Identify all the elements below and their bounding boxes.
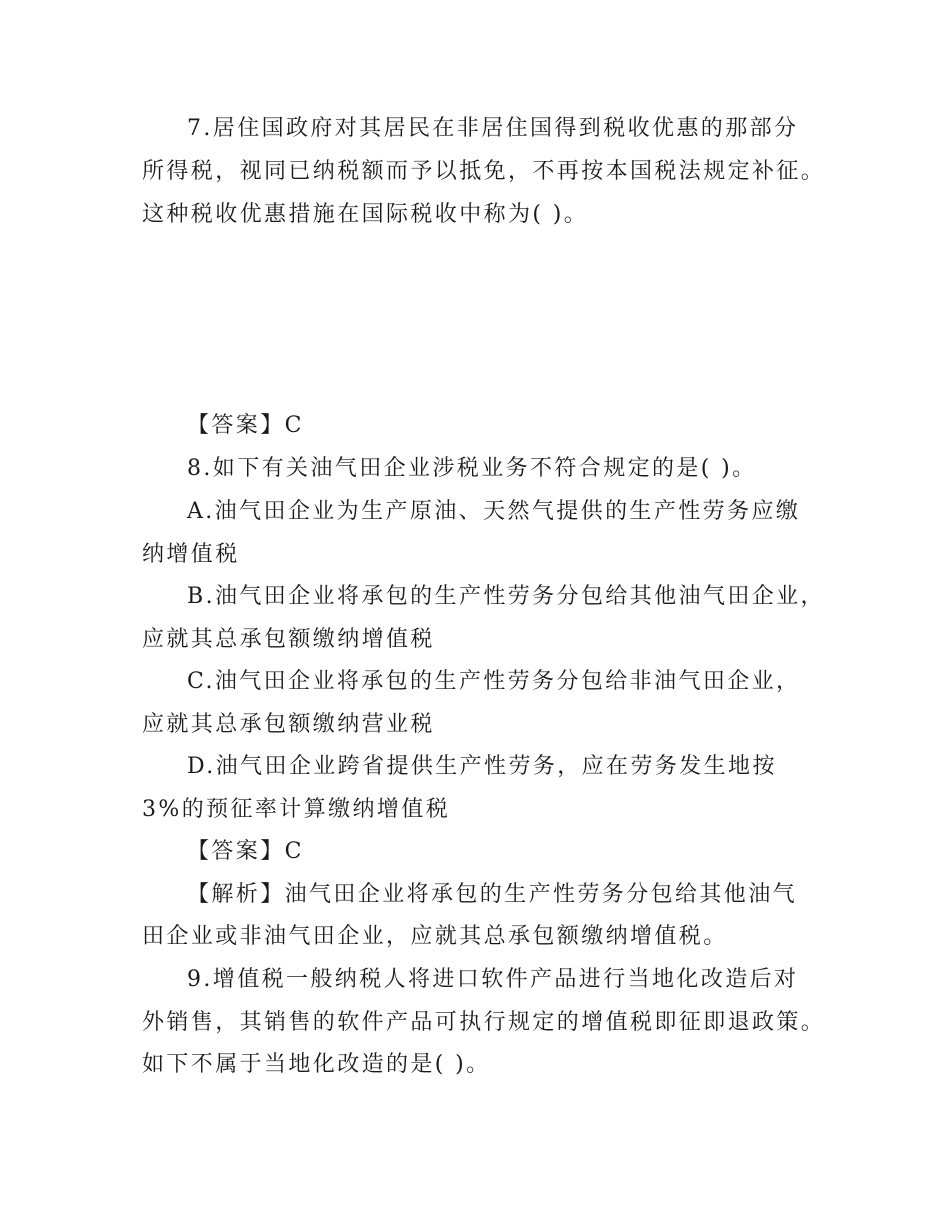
question-9-line-2: 外销售，其销售的软件产品可执行规定的增值税即征即退政策。	[142, 1010, 826, 1035]
question-8-option-a-line-2: 纳增值税	[142, 542, 240, 567]
question-8-option-c-line-1: C.油气田企业将承包的生产性劳务分包给非油气田企业，	[187, 669, 801, 694]
question-8-stem: 8.如下有关油气田企业涉税业务不符合规定的是( )。	[187, 456, 757, 481]
question-8-option-c-line-2: 应就其总承包额缴纳营业税	[142, 712, 435, 737]
question-8-option-b-line-2: 应就其总承包额缴纳增值税	[142, 627, 435, 652]
question-8-analysis-line-2: 田企业或非油气田企业，应就其总承包额缴纳增值税。	[142, 924, 728, 949]
question-7-line-1: 7.居住国政府对其居民在非居住国得到税收优惠的那部分	[187, 116, 799, 141]
question-8-option-d-line-2: 3%的预征率计算缴纳增值税	[142, 797, 451, 822]
question-7-line-3: 这种税收优惠措施在国际税收中称为( )。	[142, 202, 589, 227]
question-7-line-2: 所得税，视同已纳税额而予以抵免，不再按本国税法规定补征。	[142, 159, 826, 184]
question-9-line-3: 如下不属于当地化改造的是( )。	[142, 1052, 491, 1077]
question-7-answer: 【答案】C	[187, 413, 304, 438]
question-8-option-b-line-1: B.油气田企业将承包的生产性劳务分包给其他油气田企业，	[187, 584, 825, 609]
question-8-answer: 【答案】C	[187, 839, 304, 864]
question-8-option-a-line-1: A.油气田企业为生产原油、天然气提供的生产性劳务应缴	[187, 499, 801, 524]
question-8-analysis-line-1: 【解析】油气田企业将承包的生产性劳务分包给其他油气	[187, 882, 798, 907]
question-9-line-1: 9.增值税一般纳税人将进口软件产品进行当地化改造后对	[187, 967, 799, 992]
question-8-option-d-line-1: D.油气田企业跨省提供生产性劳务，应在劳务发生地按	[187, 754, 777, 779]
